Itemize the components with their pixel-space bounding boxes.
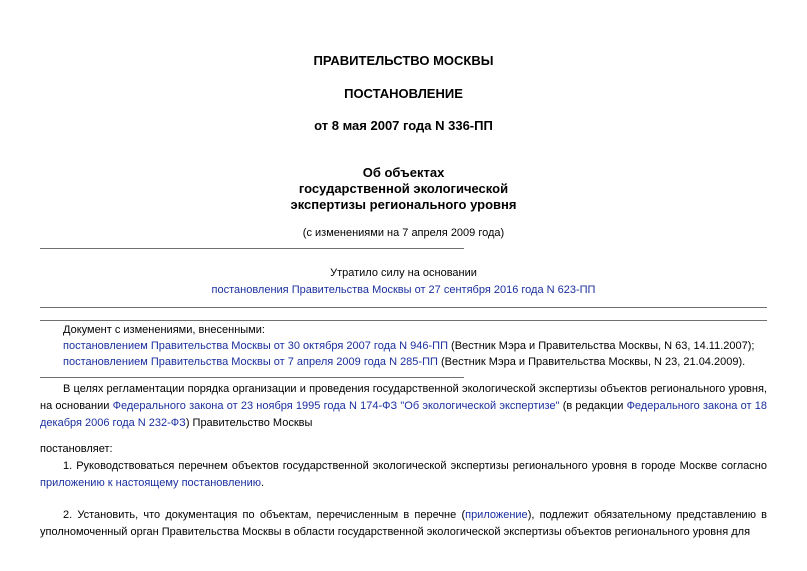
- appendix-ref-link[interactable]: приложение: [465, 509, 528, 521]
- clause-2: 2. Установить, что документация по объектам, перечисленным в перечне (приложение), подлежит обязательному представлению в уполномоченный орган Правительства Москвы в области государственной экологической экспертизы объектов регионального уровня для: [40, 509, 767, 538]
- preamble-paragraph: В целях регламентации порядка организации и проведения государственной экологической экспертизы объектов регионального уровня, на основании Федерального закона от 23 ноября 1995 года N 174-ФЗ "Об экологической экспертизе" (в редакции Федерального закона от 18 декабря 2006 года N 232-ФЗ) Правительство Москвы: [40, 383, 767, 429]
- change-link-946[interactable]: постановлением Правительства Москвы от 30 октября 2007 года N 946-ПП: [63, 340, 448, 352]
- title-line: Об объектах: [362, 165, 445, 180]
- divider: [40, 248, 464, 249]
- divider: [40, 377, 464, 378]
- divider: [40, 307, 767, 308]
- resolves-label: постановляет:: [40, 443, 113, 455]
- clause-1: 1. Руководствоваться перечнем объектов государственной экологической экспертизы регионального уровня в городе Москве согласно приложению к настоящему постановлению.: [40, 460, 767, 489]
- changes-intro: Документ с изменениями, внесенными:: [63, 324, 265, 336]
- federal-law-232-link[interactable]: Федерального закона от 18 декабря 2006 года N 232-ФЗ: [40, 400, 767, 429]
- expired-note: Утратило силу на основании: [330, 267, 477, 279]
- expired-basis-link[interactable]: постановления Правительства Москвы от 27 сентября 2016 года N 623-ПП: [211, 284, 596, 296]
- amendments-note: (с изменениями на 7 апреля 2009 года): [302, 227, 505, 239]
- change-source: (Вестник Мэра и Правительства Москвы, N 63, 14.11.2007);: [448, 340, 755, 352]
- divider: [40, 320, 767, 321]
- title-line: государственной экологической: [298, 181, 509, 196]
- document-type: ПОСТАНОВЛЕНИЕ: [344, 86, 463, 101]
- change-link-285[interactable]: постановлением Правительства Москвы от 7 апреля 2009 года N 285-ПП: [63, 356, 438, 368]
- appendix-link[interactable]: приложению к настоящему постановлению: [40, 477, 261, 489]
- change-source: (Вестник Мэра и Правительства Москвы, N 23, 21.04.2009).: [437, 356, 746, 368]
- change-item: [63, 338, 754, 355]
- federal-law-174-link[interactable]: Федерального закона от 23 ноября 1995 года N 174-ФЗ "Об экологической экспертизе": [112, 400, 560, 412]
- document-date-number: от 8 мая 2007 года N 336-ПП: [314, 118, 493, 133]
- change-item: [63, 354, 745, 371]
- title-line: экспертизы регионального уровня: [290, 197, 517, 212]
- organization-name: ПРАВИТЕЛЬСТВО МОСКВЫ: [313, 53, 494, 68]
